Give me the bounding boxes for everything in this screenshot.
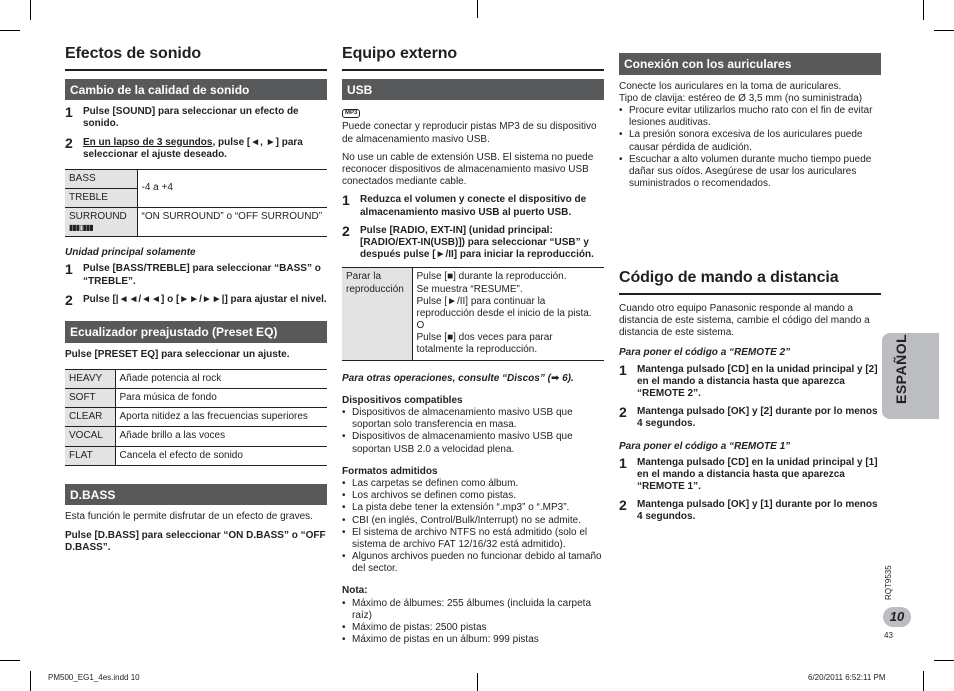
crop-mark	[30, 0, 31, 20]
table-row	[65, 408, 327, 427]
headphones-warnings-list	[619, 105, 881, 190]
step-2b: 2 Mantenga pulsado [OK] y [1] durante por lo menos 4 segundos.	[619, 497, 878, 523]
formats-heading: Formatos admitidos	[342, 465, 438, 477]
table-key: VOCAL	[65, 427, 115, 446]
crop-mark	[923, 671, 924, 691]
table-row	[65, 427, 327, 446]
footer-timestamp: 6/20/2011 6:52:11 PM	[808, 673, 886, 682]
crop-mark	[30, 671, 31, 691]
section-title: Efectos de sonido	[65, 44, 327, 71]
list-item: • La pista debe tener la extensión “.mp3” o “.MP3”.	[342, 502, 604, 514]
table-key: BASS	[65, 169, 137, 188]
table-key: SOFT	[65, 388, 115, 407]
main-unit-note: Unidad principal solamente	[65, 247, 196, 259]
crop-mark	[934, 660, 954, 661]
other-operations-note: Para otras operaciones, consulte “Discos” (➡ 6).	[342, 372, 574, 384]
list-item: • Dispositivos de almacenamiento masivo USB que soportan USB 2.0 a velocidad plena.	[342, 431, 604, 455]
section-title: Código de mando a distancia	[619, 268, 881, 295]
subsection-heading: Ecualizador preajustado (Preset EQ)	[65, 321, 327, 343]
preset-eq-intro: Pulse [PRESET EQ] para seleccionar un ajuste.	[65, 348, 290, 360]
column-sound-effects	[65, 44, 327, 560]
crop-mark	[934, 30, 954, 31]
table-row	[65, 369, 327, 388]
list-item: • Algunos archivos pueden no funcionar debido al tamaño del sector.	[342, 551, 604, 575]
column-headphones-remote	[619, 53, 881, 530]
page-badge: 10	[883, 607, 911, 627]
page-number: 43	[884, 631, 893, 640]
list-item: • Máximo de pistas en un álbum: 999 pistas	[342, 634, 604, 646]
step-2: 2 En un lapso de 3 segundos, pulse [◄, ►] para seleccionar el ajuste deseado.	[65, 134, 303, 160]
crop-mark	[923, 0, 924, 20]
preset-eq-table	[65, 369, 327, 466]
table-value: -4 a +4	[137, 169, 327, 207]
headphones-paragraph: Tipo de clavija: estéreo de Ø 3,5 mm (no suministrada)	[619, 92, 863, 104]
table-key: FLAT	[65, 446, 115, 465]
step-2: 2 Pulse [RADIO, EXT-IN] (unidad principal: [RADIO/EXT-IN(USB)]) para seleccionar “USB” y después pulse [►/II] para iniciar la reproducción.	[342, 222, 594, 261]
usb-paragraph: No use un cable de extensión USB. El sistema no puede reconocer dispositivos de almacenamiento masivo USB conectados mediante cable.	[342, 151, 594, 188]
list-item: • Las carpetas se definen como álbum.	[342, 478, 604, 490]
table-key: HEAVY	[65, 369, 115, 388]
step-1b: 1 Mantenga pulsado [CD] en la unidad principal y [1] en el mando a distancia hasta que aparezca “REMOTE 1”.	[619, 454, 878, 493]
list-item: • Los archivos se definen como pistas.	[342, 490, 604, 502]
stop-line: Pulse [►/II] para continuar la reproducción desde el inicio de la pista.	[416, 295, 592, 319]
compatible-devices-list	[342, 407, 604, 456]
document-code: RQT9535	[884, 565, 893, 600]
step-2b: 2 Pulse [|◄◄/◄◄] o [►►/►►|] para ajustar el nivel.	[65, 291, 327, 308]
section-title: Equipo externo	[342, 44, 604, 71]
stop-playback-table	[342, 267, 604, 360]
table-value	[412, 268, 604, 360]
subsection-heading: USB	[342, 79, 604, 101]
table-key: SURROUND ▮▮▮▯▮▮▮	[65, 208, 137, 237]
crop-mark	[477, 0, 478, 18]
list-item: • La presión sonora excesiva de los auriculares puede causar pérdida de audición.	[619, 129, 881, 153]
table-row	[65, 446, 327, 465]
table-key: Parar la reproducción	[342, 268, 412, 360]
language-label: ESPAÑOL	[893, 333, 909, 404]
surround-indicator-icon: ▮▮▮▯▮▮▮	[69, 223, 93, 233]
stop-line: Se muestra “RESUME”.	[416, 283, 523, 295]
table-key: CLEAR	[65, 408, 115, 427]
language-tab	[882, 333, 939, 419]
crop-mark	[0, 30, 20, 31]
stop-line: O	[416, 320, 425, 332]
dbass-instruction: Pulse [D.BASS] para seleccionar “ON D.BASS” o “OFF D.BASS”.	[65, 529, 326, 553]
remote1-note: Para poner el código a “REMOTE 1”	[619, 440, 791, 452]
subsection-heading: Conexión con los auriculares	[619, 53, 881, 75]
stop-line: Pulse [■] durante la reproducción.	[416, 271, 567, 283]
subsection-heading: Cambio de la calidad de sonido	[65, 79, 327, 101]
compatible-devices-heading: Dispositivos compatibles	[342, 394, 463, 406]
step-1: 1 Pulse [SOUND] para seleccionar un efecto de sonido.	[65, 104, 299, 130]
crop-mark	[477, 673, 478, 691]
stop-line: Pulse [■] dos veces para parar totalmente la reproducción.	[416, 332, 553, 356]
crop-mark	[0, 660, 20, 661]
step-1b: 1 Pulse [BASS/TREBLE] para seleccionar “BASS” o “TREBLE”.	[65, 261, 321, 287]
list-item: • El sistema de archivo NTFS no está admitido (solo el sistema de archivo FAT 12/16/32 está admitido).	[342, 527, 604, 551]
dbass-text: Esta función le permite disfrutar de un efecto de graves.	[65, 511, 313, 523]
list-item: • Máximo de pistas: 2500 pistas	[342, 622, 604, 634]
list-item: • Escuchar a alto volumen durante mucho tiempo puede dañar sus oídos. Asegúrese de usar los auriculares suministrados o recomendados.	[619, 154, 881, 191]
table-key: TREBLE	[65, 189, 137, 208]
notes-list	[342, 598, 604, 647]
mp3-badge-icon: MP3	[342, 109, 360, 118]
remote2-note: Para poner el código a “REMOTE 2”	[619, 347, 791, 359]
list-item: • Máximo de álbumes: 255 álbumes (incluida la carpeta raíz)	[342, 598, 604, 622]
table-value: Aporta nitidez a las frecuencias superiores	[115, 408, 327, 427]
table-value: “ON SURROUND” o “OFF SURROUND”	[137, 208, 327, 237]
table-value: Añade brillo a las voces	[115, 427, 327, 446]
table-value: Para música de fondo	[115, 388, 327, 407]
step-2: 2 Mantenga pulsado [OK] y [2] durante por lo menos 4 segundos.	[619, 404, 878, 430]
formats-list	[342, 478, 604, 576]
usb-paragraph: Puede conectar y reproducir pistas MP3 de su dispositivo de almacenamiento masivo USB.	[342, 121, 597, 145]
table-value: Cancela el efecto de sonido	[115, 446, 327, 465]
step-1: 1 Mantenga pulsado [CD] en la unidad principal y [2] en el mando a distancia hasta que aparezca “REMOTE 2”.	[619, 361, 878, 399]
sound-quality-table	[65, 169, 327, 237]
table-value: Añade potencia al rock	[115, 369, 327, 388]
step-1: 1 Reduzca el volumen y conecte el dispositivo de almacenamiento masivo USB al puerto USB.	[342, 192, 587, 218]
list-item: • Procure evitar utilizarlos mucho rato con el fin de evitar lesiones auditivas.	[619, 105, 881, 129]
subsection-heading: D.BASS	[65, 484, 327, 506]
remote-paragraph: Cuando otro equipo Panasonic responde al mando a distancia de este sistema, cambie el código del mando a distancia de este sistema.	[619, 302, 870, 339]
list-item: • CBI (en inglés, Control/Bulk/Interrupt) no se admite.	[342, 515, 604, 527]
column-external-equipment	[342, 44, 604, 654]
list-item: • Dispositivos de almacenamiento masivo USB que soportan solo transferencia en masa.	[342, 407, 604, 431]
headphones-paragraph: Conecte los auriculares en la toma de auriculares.	[619, 80, 842, 92]
footer-file: PM500_EG1_4es.indd 10	[48, 673, 140, 682]
table-row	[65, 388, 327, 407]
note-heading: Nota:	[342, 585, 368, 597]
